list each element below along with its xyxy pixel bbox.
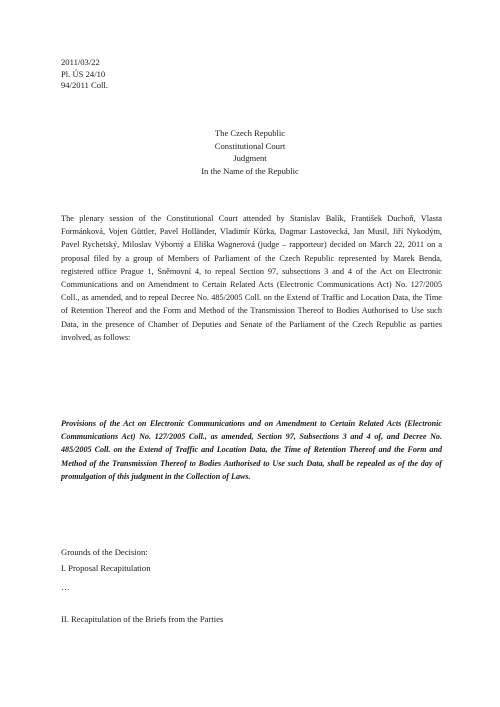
collection-number: 94/2011 Coll. [61,80,108,91]
document-metadata [61,57,108,92]
section-heading-briefs: II. Recapitulation of the Briefs from the Parties [61,614,224,624]
document-type: Judgment [233,153,267,164]
court-name: Constitutional Court [214,140,286,151]
omitted-text-ellipsis: … [61,582,70,592]
verdict-paragraph: Provisions of the Act on Electronic Communications and on Amendment to Certain Related Acts (Electronic Communications Act) No. 127/2005 Coll., as amended, Section 97, Subsections 3 and 4 of, and Decree No. 485/2005 Coll. on the Extend of Traffic and Location Data, the Time of Retention Thereof and the Form and Method of the Transmission Thereof to Bodies Authorised to Use such Data, shall be repealed as of the day of promulgation of this judgment in the Collection of Laws. [61,419,442,481]
case-number: Pl. ÚS 24/10 [61,68,106,79]
invocation-line: In the Name of the Republic [201,165,299,176]
section-heading-proposal: I. Proposal Recapitulation [61,563,151,573]
intro-paragraph: The plenary session of the Constitutional Court attended by Stanislav Balík, František Duchoň, Vlasta Formánková, Vojen Güttler, Pavel Holländer, Vladimír Kůrka, Dagmar Lastovecká, Jan Musil, Jiří Nykodým, Pavel Rychetský, Miloslav Výborný a Eliška Wagnerová (judge – rapporteur) decided on March 22, 2011 on a proposal filed by a group of Members of Parliament of the Czech Republic represented by Marek Benda, registered office Prague 1, Sněmovní 4, to repeal Section 97, subsections 3 and 4 of the Act on Electronic Communications and on Amendment to Certain Related Acts (Electronic Communications Act) No. 127/2005 Coll., as amended, and to repeal Decree No. 485/2005 Coll. on the Extend of Traffic and Location Data, the Time of Retention Thereof and the Form and Method of the Transmission Thereof to Bodies Authorised to Use such Data, in the presence of Chamber of Deputies and Senate of the Parliament of the Czech Republic as parties involved, as follows: [61,214,442,342]
country-name: The Czech Republic [214,128,286,138]
judgment-heading [0,127,500,177]
decision-date: 2011/03/22 [61,57,100,67]
grounds-title: Grounds of the Decision: [61,547,148,557]
